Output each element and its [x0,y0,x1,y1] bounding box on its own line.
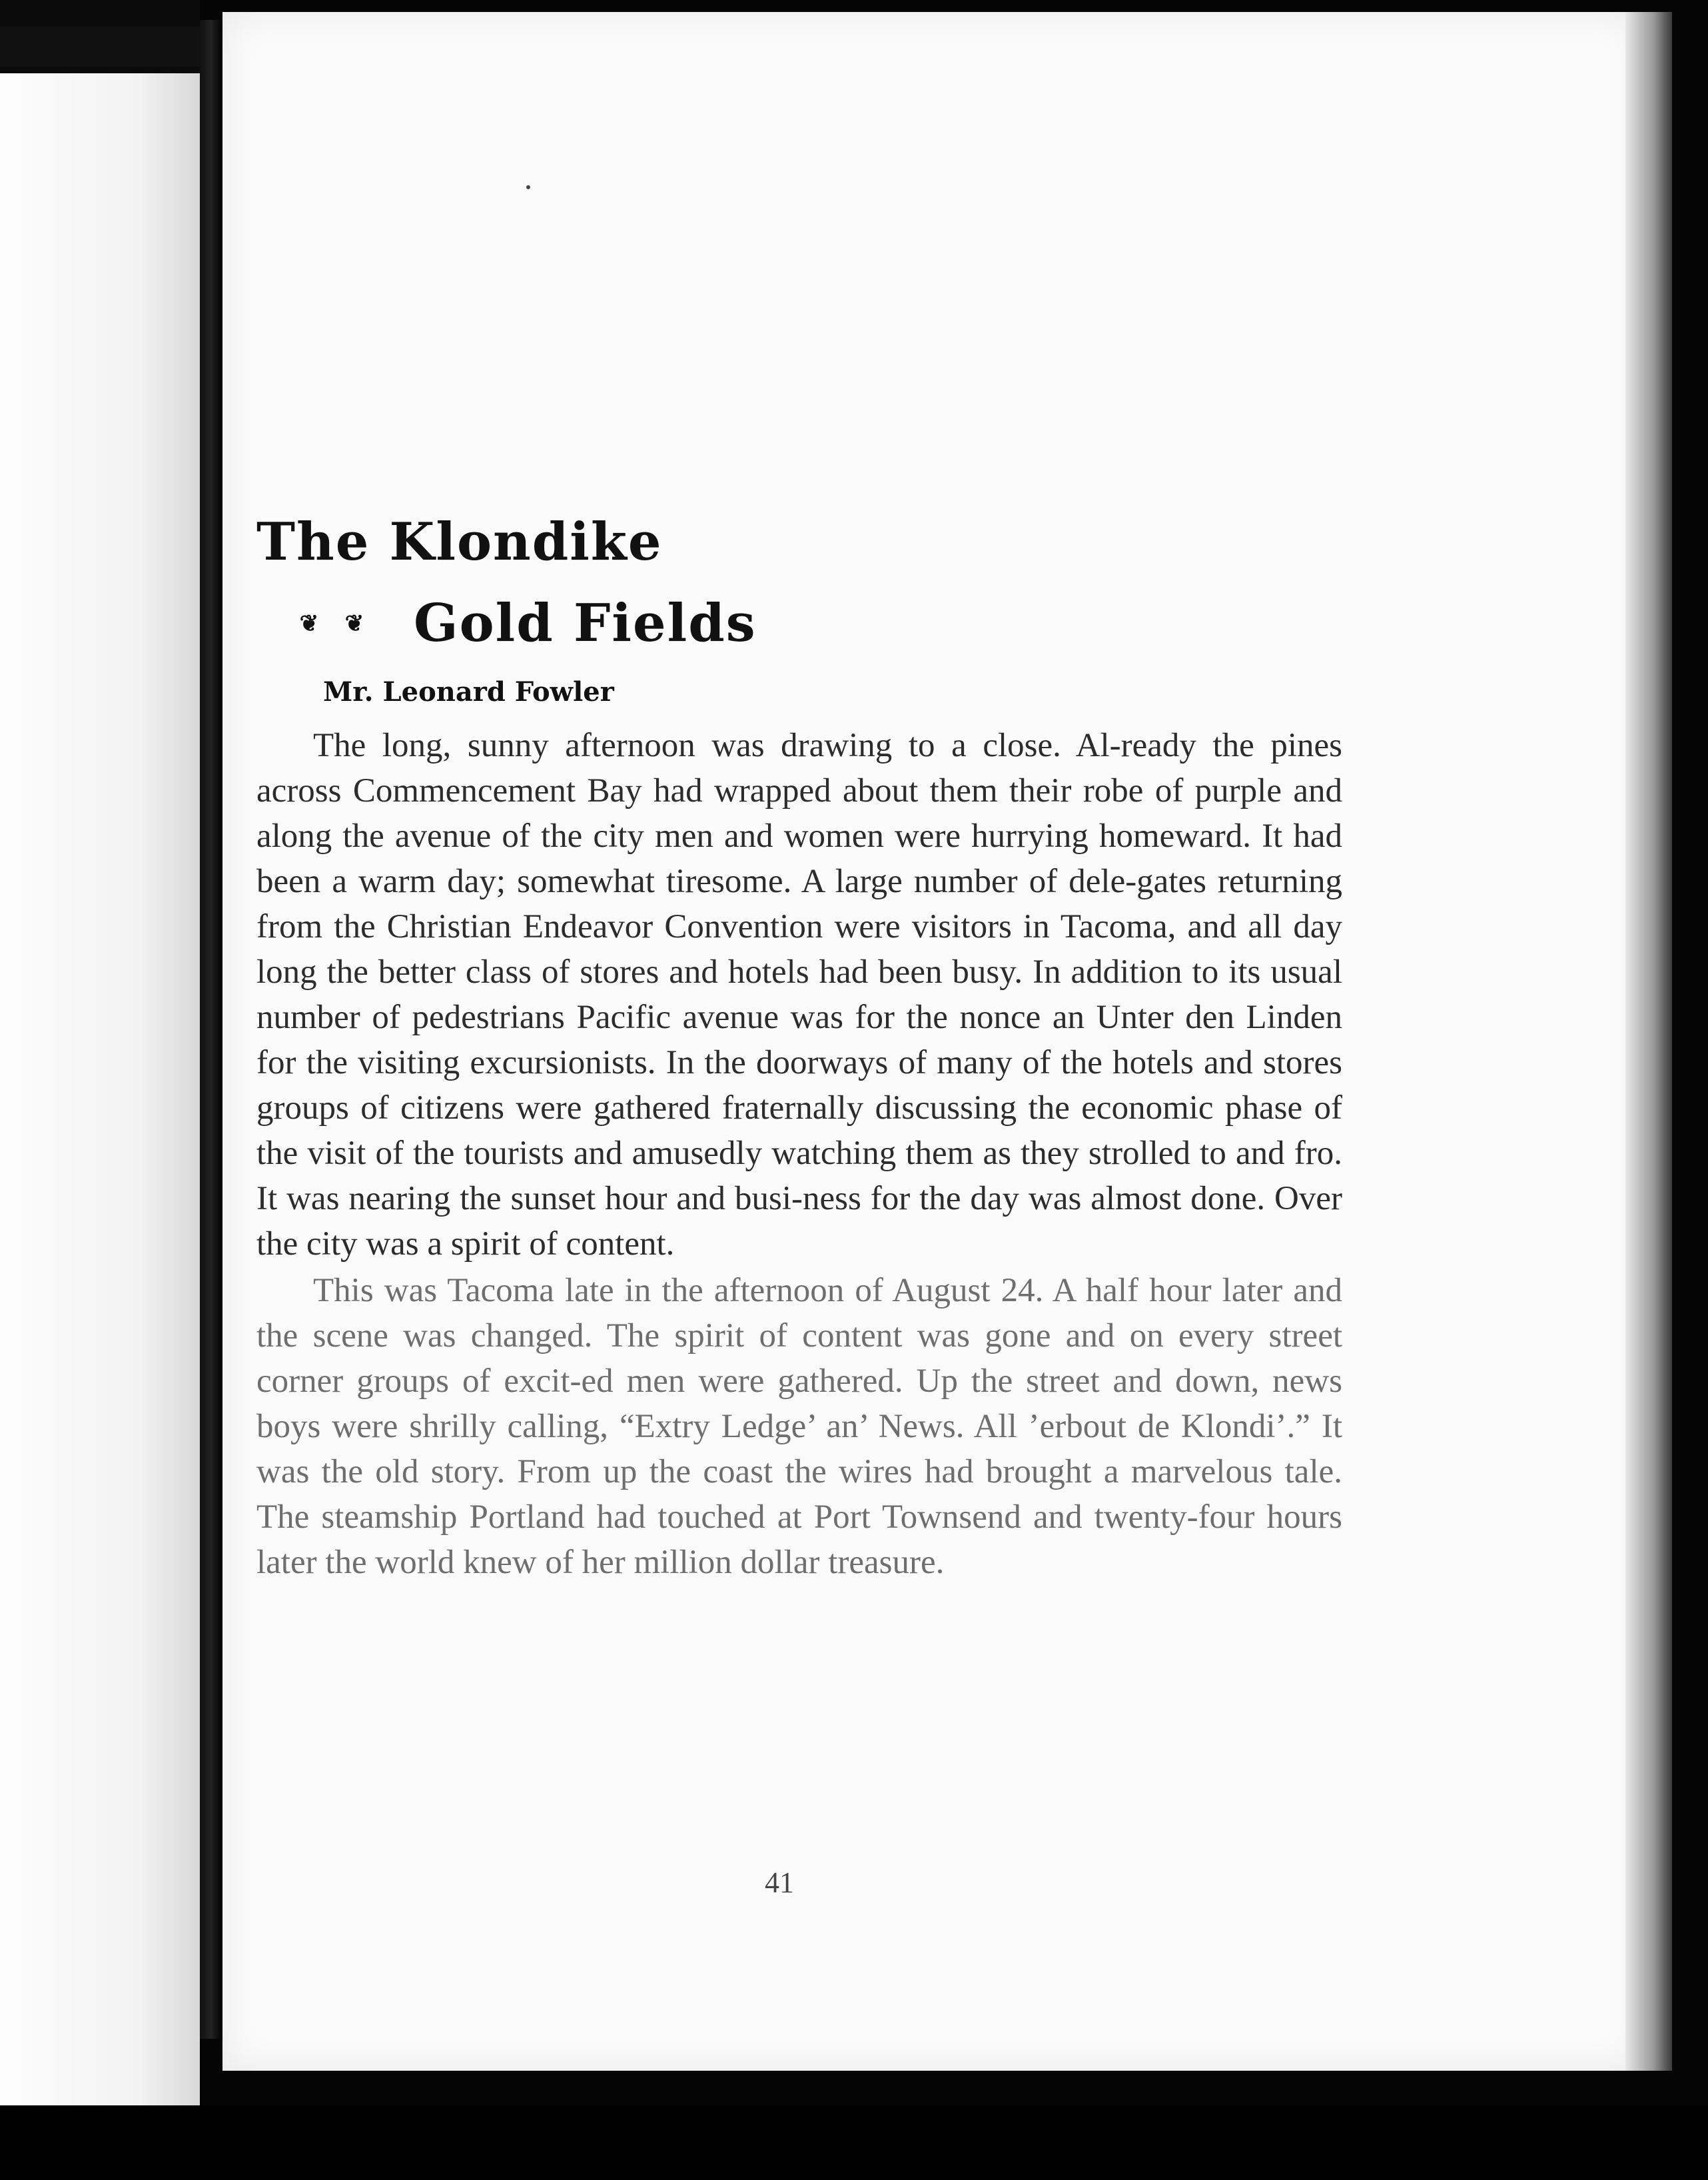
article-author: Mr. Leonard Fowler [323,676,614,708]
article-title-line-1: The Klondike [256,512,663,572]
leaf-ornament-icon: ❦ [299,610,320,637]
dust-speck [526,185,530,189]
article-body [256,723,1342,1585]
page-right-shadow [1625,12,1672,2071]
article-title-text: Gold Fields [414,593,757,654]
facing-page-edge [0,0,200,2180]
leaf-ornament-icon: ❦ [344,610,366,637]
book-spine [200,20,222,2039]
scan-bottom-edge [0,2105,1708,2180]
article-title-line-2 [296,593,757,654]
page-number: 41 [765,1866,794,1899]
body-paragraph: This was Tacoma late in the afternoon of August 24. A half hour later and the scene was changed. The spirit of content was gone and on every street corner groups of excit-ed men were gathered. Up the street and down, news boys were shrilly calling, “Extry Ledge’ an’ News. All ’erbout de Klondi’.” It was the old story. From up the coast the wires had brought a marvelous tale. The steamship Portland had touched at Port Townsend and twenty-four hours later the world knew of her million dollar treasure. [256,1272,1342,1581]
top-binding-shadow [0,27,220,67]
body-paragraph: The long, sunny afternoon was drawing to a close. Al-ready the pines across Commencement Bay had wrapped about them their robe of purple and along the avenue of the city men and women were hurrying homeward. It had been a warm day; somewhat tiresome. A large number of dele-gates returning from the Christian Endeavor Convention were visitors in Tacoma, and all day long the better class of stores and hotels had been busy. In addition to its usual number of pedestrians Pacific avenue was for the nonce an Unter den Linden for the visiting excursionists. In the doorways of many of the hotels and stores groups of citizens were gathered fraternally discussing the economic phase of the visit of the tourists and amusedly watching them as they strolled to and fro. It was nearing the sunset hour and busi-ness for the day was almost done. Over the city was a spirit of content. [256,727,1342,1263]
